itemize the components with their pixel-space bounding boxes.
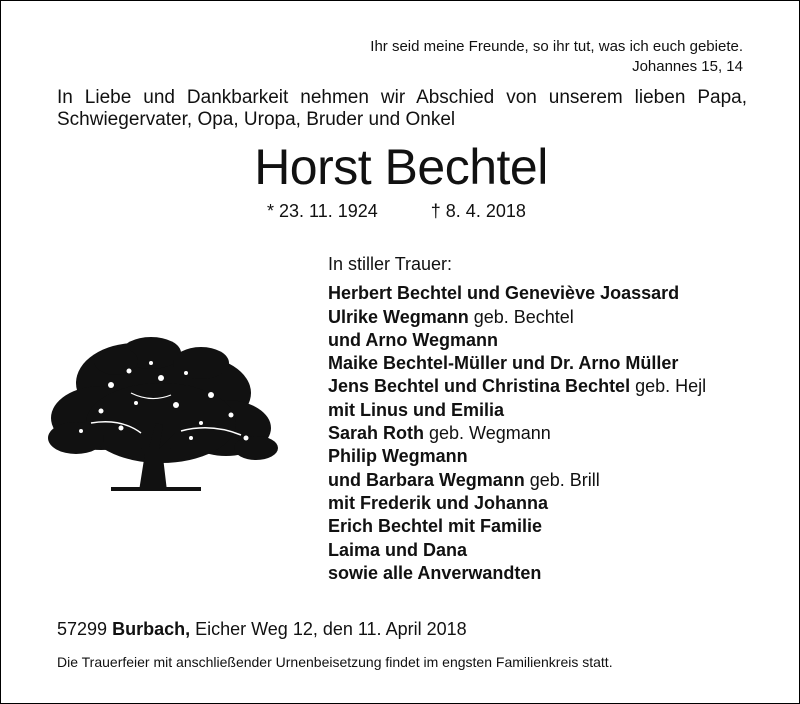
- place-rest: Eicher Weg 12, den 11. April 2018: [195, 619, 467, 639]
- mourner-row: [328, 445, 706, 468]
- mourner-name: Jens Bechtel und Christina Bechtel: [328, 376, 631, 397]
- mourner-row: [328, 469, 706, 492]
- deceased-name: Horst Bechtel: [254, 139, 548, 195]
- mourner-name: und Barbara Wegmann: [328, 469, 525, 490]
- bible-quote: [370, 37, 743, 77]
- place-and-date: [57, 618, 467, 640]
- mourner-note: geb. Bechtel: [468, 306, 574, 327]
- mourner-row: [328, 562, 706, 585]
- life-dates: [267, 200, 526, 222]
- mourner-row: [328, 539, 706, 562]
- mourner-note: geb. Hejl: [630, 376, 707, 397]
- birth-date: * 23. 11. 1924: [267, 201, 378, 221]
- death-date: † 8. 4. 2018: [430, 201, 526, 221]
- quote-text: Ihr seid meine Freunde, so ihr tut, was ich euch gebiete.: [370, 38, 743, 55]
- mourner-name: sowie alle Anverwandten: [328, 562, 542, 583]
- mourner-row: [328, 352, 706, 375]
- place-zip: 57299: [57, 619, 108, 639]
- mourners-list: [328, 253, 706, 585]
- mourner-row: [328, 282, 706, 305]
- mourner-name: und Arno Wegmann: [328, 329, 498, 350]
- mourner-row: [328, 375, 706, 398]
- intro-line-1: In Liebe und Dankbarkeit nehmen wir Abschied von unserem lieben Papa,: [57, 87, 747, 108]
- mourner-name: Ulrike Wegmann: [328, 306, 469, 327]
- intro-line-2: Schwiegervater, Opa, Uropa, Bruder und Onkel: [57, 109, 456, 130]
- tree-icon: [41, 323, 281, 495]
- mourner-name: Maike Bechtel-Müller und Dr. Arno Müller: [328, 353, 679, 374]
- mourner-row: [328, 422, 706, 445]
- mourner-note: geb. Wegmann: [424, 423, 551, 444]
- mourners-heading: In stiller Trauer:: [328, 254, 453, 274]
- intro-text: [57, 87, 747, 131]
- funeral-note: Die Trauerfeier mit anschließender Urnenbeisetzung findet im engsten Familienkreis statt.: [57, 654, 613, 670]
- quote-source: Johannes 15, 14: [632, 58, 743, 75]
- mourner-name: mit Linus und Emilia: [328, 399, 505, 420]
- mourner-name: Sarah Roth: [328, 423, 425, 444]
- mourner-name: Herbert Bechtel und Geneviève Joassard: [328, 283, 680, 304]
- mourner-row: [328, 306, 706, 329]
- mourner-name: Erich Bechtel mit Familie: [328, 516, 543, 537]
- mourner-row: [328, 329, 706, 352]
- place-city: Burbach,: [112, 619, 191, 639]
- mourner-note: geb. Brill: [524, 469, 600, 490]
- mourner-row: [328, 515, 706, 538]
- mourner-name: mit Frederik und Johanna: [328, 492, 549, 513]
- mourner-name: Philip Wegmann: [328, 446, 468, 467]
- mourner-name: Laima und Dana: [328, 539, 468, 560]
- mourner-row: [328, 399, 706, 422]
- mourner-row: [328, 492, 706, 515]
